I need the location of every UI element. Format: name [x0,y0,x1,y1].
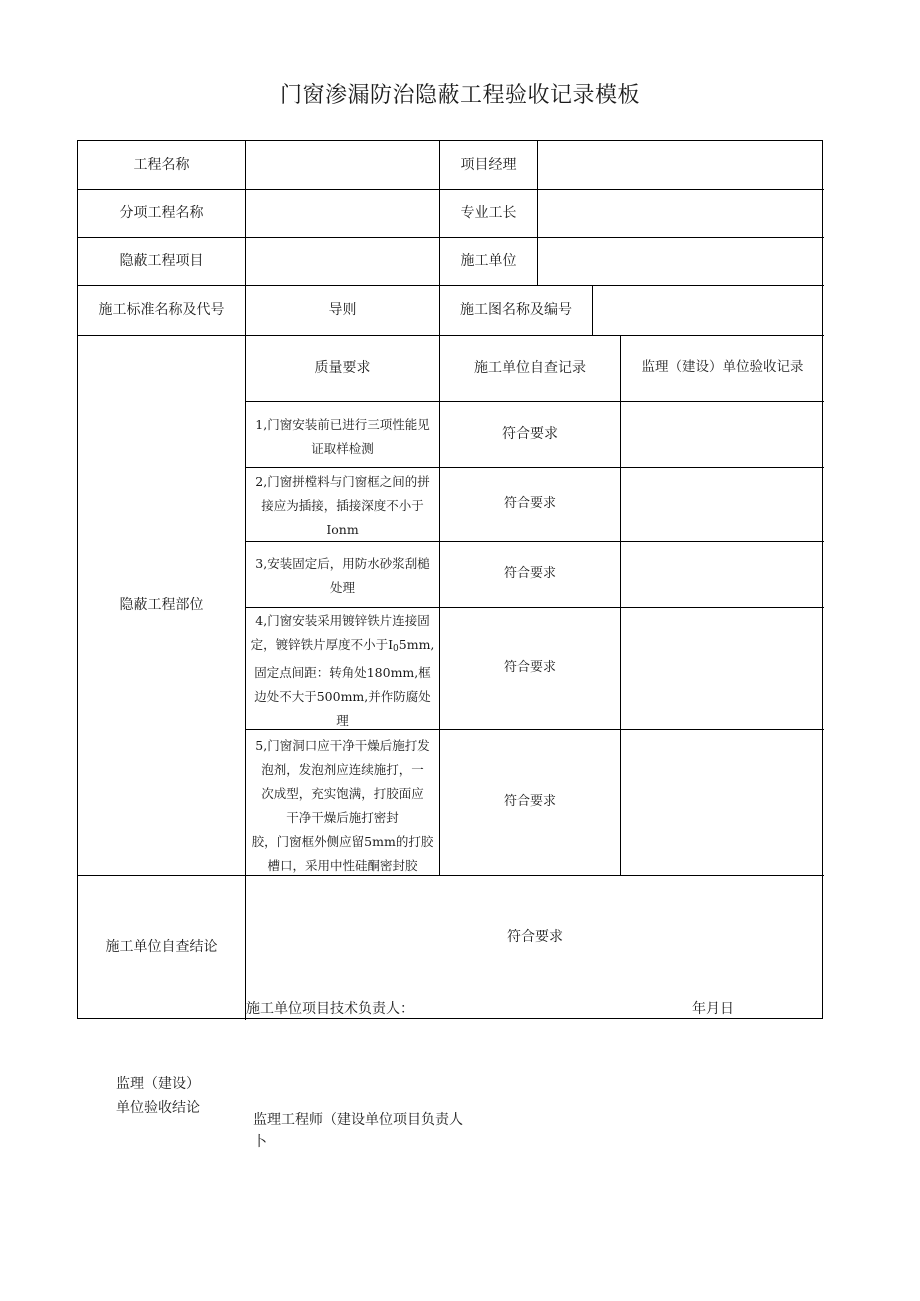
drawing-label: 施工图名称及编号 [460,301,572,318]
requirement-item-4 [246,609,439,729]
requirement-item-5: 5,门窗洞口应干净干燥后施打发 泡剂，发泡剂应连续施打，一 次成型，充实饱满，打胶面应 干净干燥后施打密封 胶，门窗框外侧应留5mm的打胶 槽口，采用中性硅酮密封胶 [251,738,434,873]
subproject-label: 分项工程名称 [119,204,204,221]
project-name-label: 工程名称 [133,156,190,173]
self-check-item-4: 符合要求 [503,659,556,675]
supervision-item-3[interactable] [621,541,824,607]
standard-field[interactable]: 导则 [328,301,357,318]
foreman-label: 专业工长 [460,204,517,221]
requirement-item-4-part-a: 4,门窗安装采用镀锌铁片连接固 定，镀锌铁片厚度不小于I [250,613,430,652]
requirement-item-2: 2,门窗拼樘料与门窗框之间的拼 接应为插接，插接深度不小于 Ionm [255,474,430,537]
requirement-item-4-subscript: 0 [393,644,399,654]
inspection-form [77,140,823,1019]
self-check-item-1: 符合要求 [502,425,558,442]
project-manager-field[interactable] [538,141,824,189]
project-name-field[interactable] [246,141,439,189]
self-conclusion-signer-label: 施工单位项目技术负责人： [246,1001,414,1017]
col-supervision-header: 监理（建设）单位验收记录 [641,359,804,376]
supervision-item-2[interactable] [621,467,824,541]
standard-label: 施工标准名称及代号 [98,301,225,318]
self-conclusion-label: 施工单位自查结论 [105,939,218,956]
drawing-field[interactable] [593,285,824,335]
hidden-item-field[interactable] [246,237,439,285]
self-check-item-2: 符合要求 [503,495,556,511]
contractor-label: 施工单位 [460,252,517,269]
col-requirement-header: 质量要求 [314,359,371,376]
requirement-item-1: 1,门窗安装前已进行三项性能见 证取样检测 [255,417,430,456]
foreman-field[interactable] [538,189,824,237]
col-self-check-header: 施工单位自查记录 [474,359,586,376]
self-check-item-5: 符合要求 [503,793,556,809]
supervision-item-5[interactable] [621,729,824,875]
subproject-field[interactable] [246,189,439,237]
requirement-item-3: 3,安装固定后，用防水砂浆刮槌 处理 [255,556,430,595]
contractor-field[interactable] [538,237,824,285]
supervision-conclusion-label-line2: 单位验收结论 [116,1100,200,1116]
project-manager-label: 项目经理 [460,156,517,173]
supervision-conclusion-label-line1: 监理（建设） [116,1076,200,1092]
document-title: 门窗渗漏防治隐蔽工程验收记录模板 [279,83,640,108]
self-conclusion-result: 符合要求 [507,928,563,945]
hidden-item-label: 隐蔽工程项目 [119,252,204,269]
hidden-section-label: 隐蔽工程部位 [119,596,204,613]
supervision-item-4[interactable] [621,607,824,729]
supervision-signer-label: 监理工程师（建设单位项目负责人 卜 [253,1112,463,1150]
requirement-item-4-part-b: 5mm, 固定点间距：转角处180mm,框 边处不大于500mm,并作防腐处 理 [254,637,435,728]
self-check-item-3: 符合要求 [503,565,556,581]
self-conclusion-date-label: 年月日 [692,1001,734,1017]
supervision-item-1[interactable] [621,401,824,467]
